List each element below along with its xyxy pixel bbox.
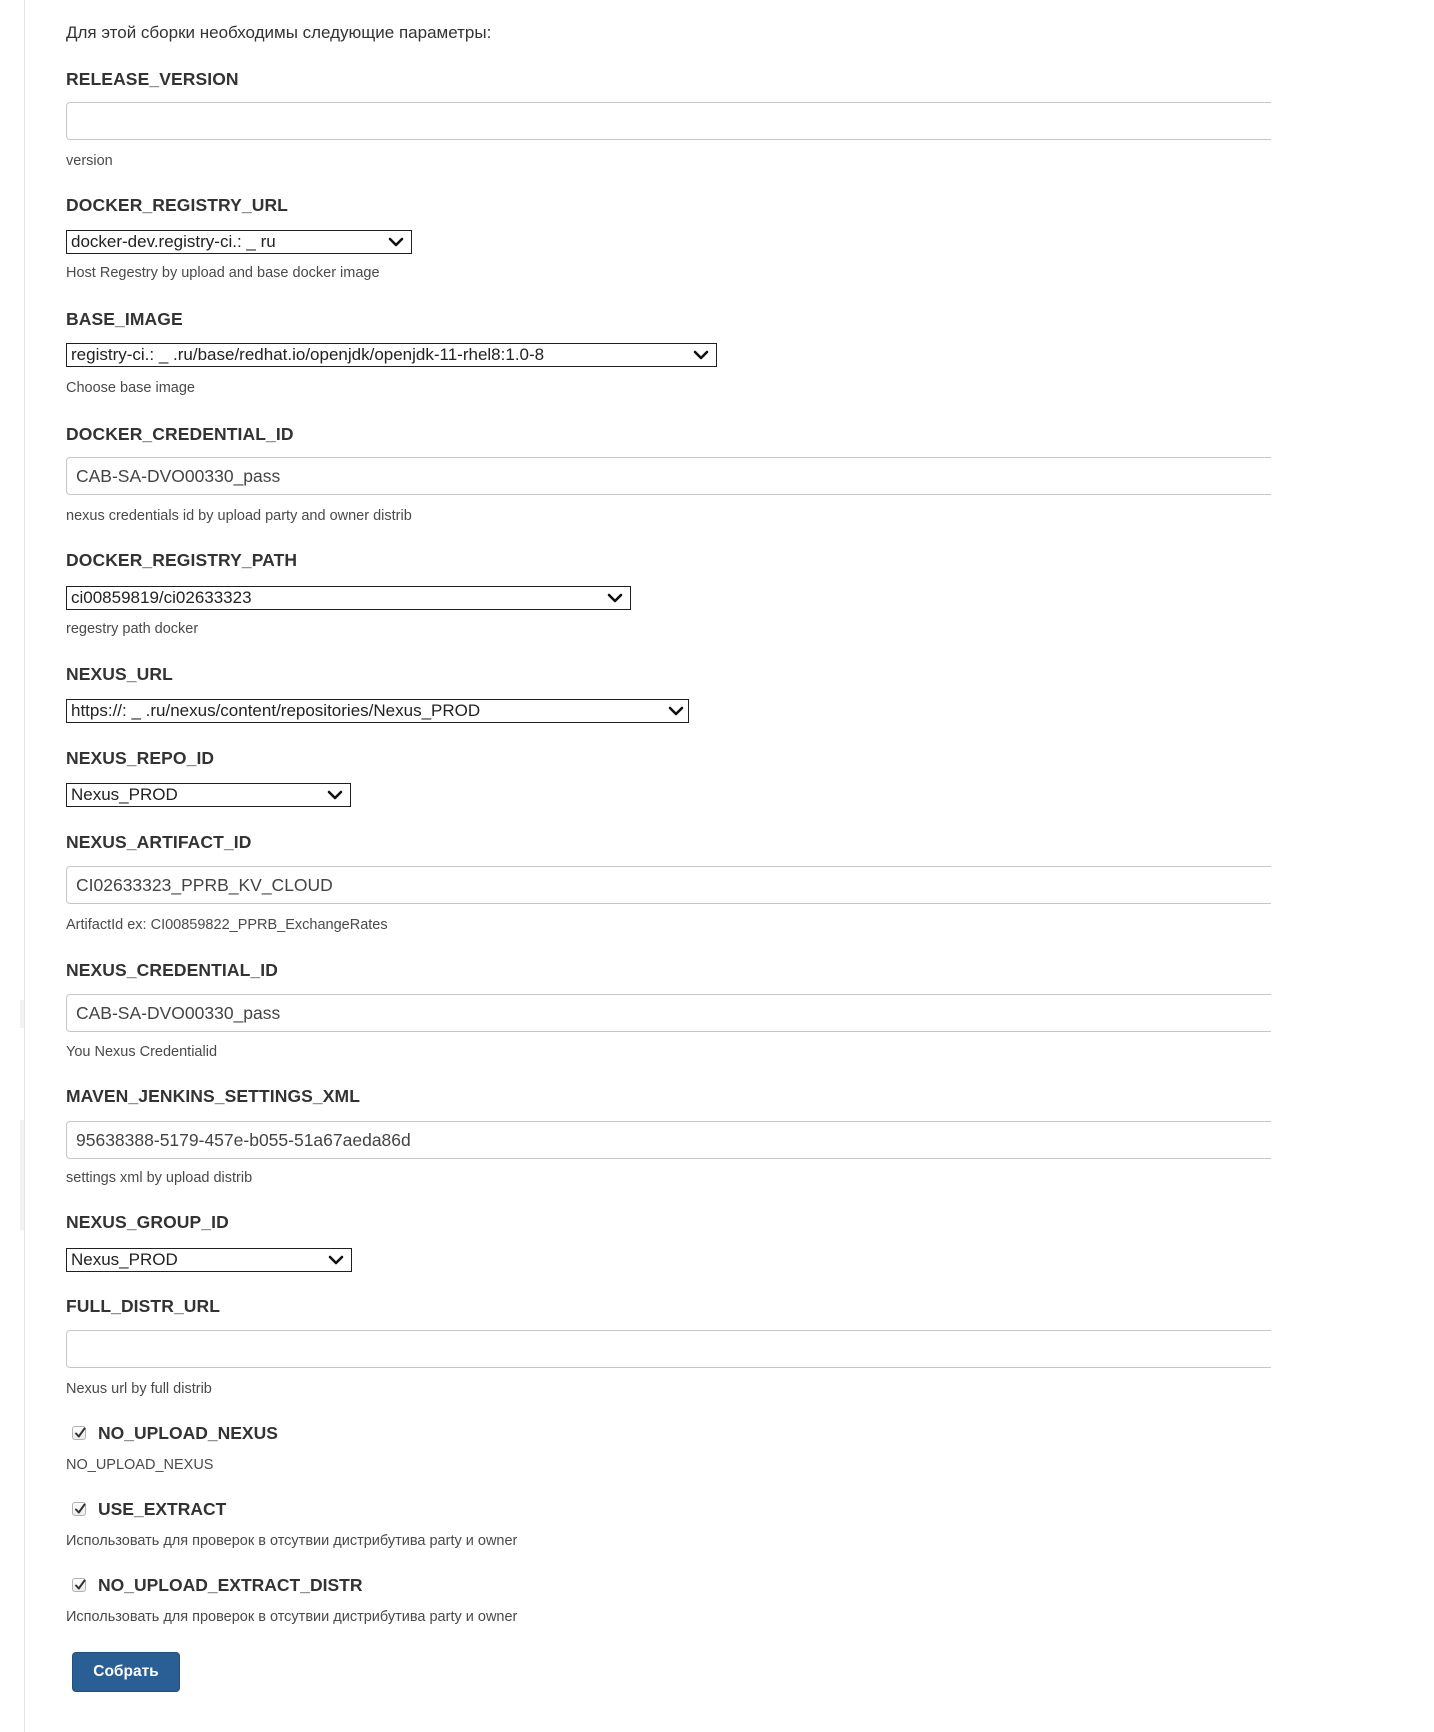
nexus-url-select[interactable] — [66, 699, 689, 723]
chevron-down-icon — [692, 346, 710, 364]
no-upload-nexus-label: NO_UPLOAD_NEXUS — [98, 1423, 278, 1443]
release-version-description: version — [66, 153, 113, 169]
docker-registry-url-label: DOCKER_REGISTRY_URL — [66, 195, 288, 215]
chevron-down-icon — [387, 233, 405, 251]
build-submit-button[interactable]: Собрать — [72, 1652, 180, 1692]
nexus-credential-id-description: You Nexus Credentialid — [66, 1044, 218, 1060]
nexus-group-id-label: NEXUS_GROUP_ID — [66, 1212, 229, 1232]
checkmark-icon — [73, 1426, 87, 1440]
base-image-description: Choose base image — [66, 380, 195, 396]
content-left-border — [24, 0, 25, 1732]
no-upload-extract-distr-label: NO_UPLOAD_EXTRACT_DISTR — [98, 1575, 363, 1595]
release-version-label: RELEASE_VERSION — [66, 69, 239, 89]
chevron-down-icon — [326, 786, 344, 804]
release-version-input[interactable] — [66, 102, 1271, 140]
docker-credential-id-input[interactable] — [66, 457, 1271, 495]
nexus-repo-id-select[interactable] — [66, 783, 351, 807]
nexus-credential-id-input[interactable] — [66, 994, 1271, 1032]
docker-credential-id-label: DOCKER_CREDENTIAL_ID — [66, 424, 294, 444]
no-upload-extract-distr-row — [66, 1576, 446, 1598]
full-distr-url-description: Nexus url by full distrib — [66, 1381, 212, 1397]
full-distr-url-input[interactable] — [66, 1330, 1271, 1368]
use-extract-label: USE_EXTRACT — [98, 1499, 227, 1519]
nexus-group-id-value: Nexus_PROD — [71, 1250, 178, 1269]
docker-registry-url-value: docker-dev.registry-ci.: _ ru — [71, 232, 276, 251]
form-intro: Для этой сборки необходимы следующие параметры: — [66, 23, 492, 42]
chevron-down-icon — [327, 1251, 345, 1269]
checkmark-icon — [73, 1578, 87, 1592]
docker-credential-id-description: nexus credentials id by upload party and owner distrib — [66, 508, 412, 524]
side-panel-edge — [20, 1000, 24, 1028]
nexus-group-id-select[interactable] — [66, 1248, 352, 1272]
nexus-credential-id-label: NEXUS_CREDENTIAL_ID — [66, 960, 278, 980]
no-upload-nexus-checkbox[interactable] — [72, 1426, 86, 1440]
docker-registry-path-description: regestry path docker — [66, 621, 199, 637]
docker-registry-url-description: Host Regestry by upload and base docker image — [66, 265, 380, 281]
docker-registry-path-label: DOCKER_REGISTRY_PATH — [66, 550, 298, 570]
nexus-artifact-id-description: ArtifactId ex: CI00859822_PPRB_ExchangeRates — [66, 917, 388, 933]
use-extract-row — [66, 1500, 326, 1522]
use-extract-checkbox[interactable] — [72, 1502, 86, 1516]
base-image-select[interactable] — [66, 343, 717, 367]
no-upload-extract-distr-checkbox[interactable] — [72, 1578, 86, 1592]
nexus-repo-id-value: Nexus_PROD — [71, 785, 178, 804]
maven-jenkins-settings-xml-label: MAVEN_JENKINS_SETTINGS_XML — [66, 1086, 360, 1106]
no-upload-nexus-row — [66, 1424, 386, 1446]
nexus-artifact-id-label: NEXUS_ARTIFACT_ID — [66, 832, 252, 852]
docker-registry-path-select[interactable] — [66, 586, 631, 610]
checkmark-icon — [73, 1502, 87, 1516]
maven-jenkins-settings-xml-description: settings xml by upload distrib — [66, 1170, 253, 1186]
chevron-down-icon — [606, 589, 624, 607]
full-distr-url-label: FULL_DISTR_URL — [66, 1296, 221, 1316]
docker-registry-url-select[interactable] — [66, 230, 412, 254]
no-upload-extract-distr-description: Использовать для проверок в отсутвии дистрибутива party и owner — [66, 1609, 518, 1625]
no-upload-nexus-description: NO_UPLOAD_NEXUS — [66, 1457, 214, 1473]
nexus-repo-id-label: NEXUS_REPO_ID — [66, 748, 215, 768]
nexus-artifact-id-input[interactable] — [66, 866, 1271, 904]
nexus-url-label: NEXUS_URL — [66, 664, 173, 684]
docker-registry-path-value: ci00859819/ci02633323 — [71, 588, 252, 607]
chevron-down-icon — [667, 702, 685, 720]
maven-jenkins-settings-xml-input[interactable] — [66, 1121, 1271, 1159]
use-extract-description: Использовать для проверок в отсутвии дистрибутива party и owner — [66, 1533, 518, 1549]
side-panel-edge — [20, 1120, 24, 1230]
nexus-url-value: https://: _ .ru/nexus/content/repositories/Nexus_PROD — [71, 701, 481, 720]
base-image-value: registry-ci.: _ .ru/base/redhat.io/openjdk/openjdk-11-rhel8:1.0-8 — [71, 345, 545, 364]
base-image-label: BASE_IMAGE — [66, 309, 183, 329]
